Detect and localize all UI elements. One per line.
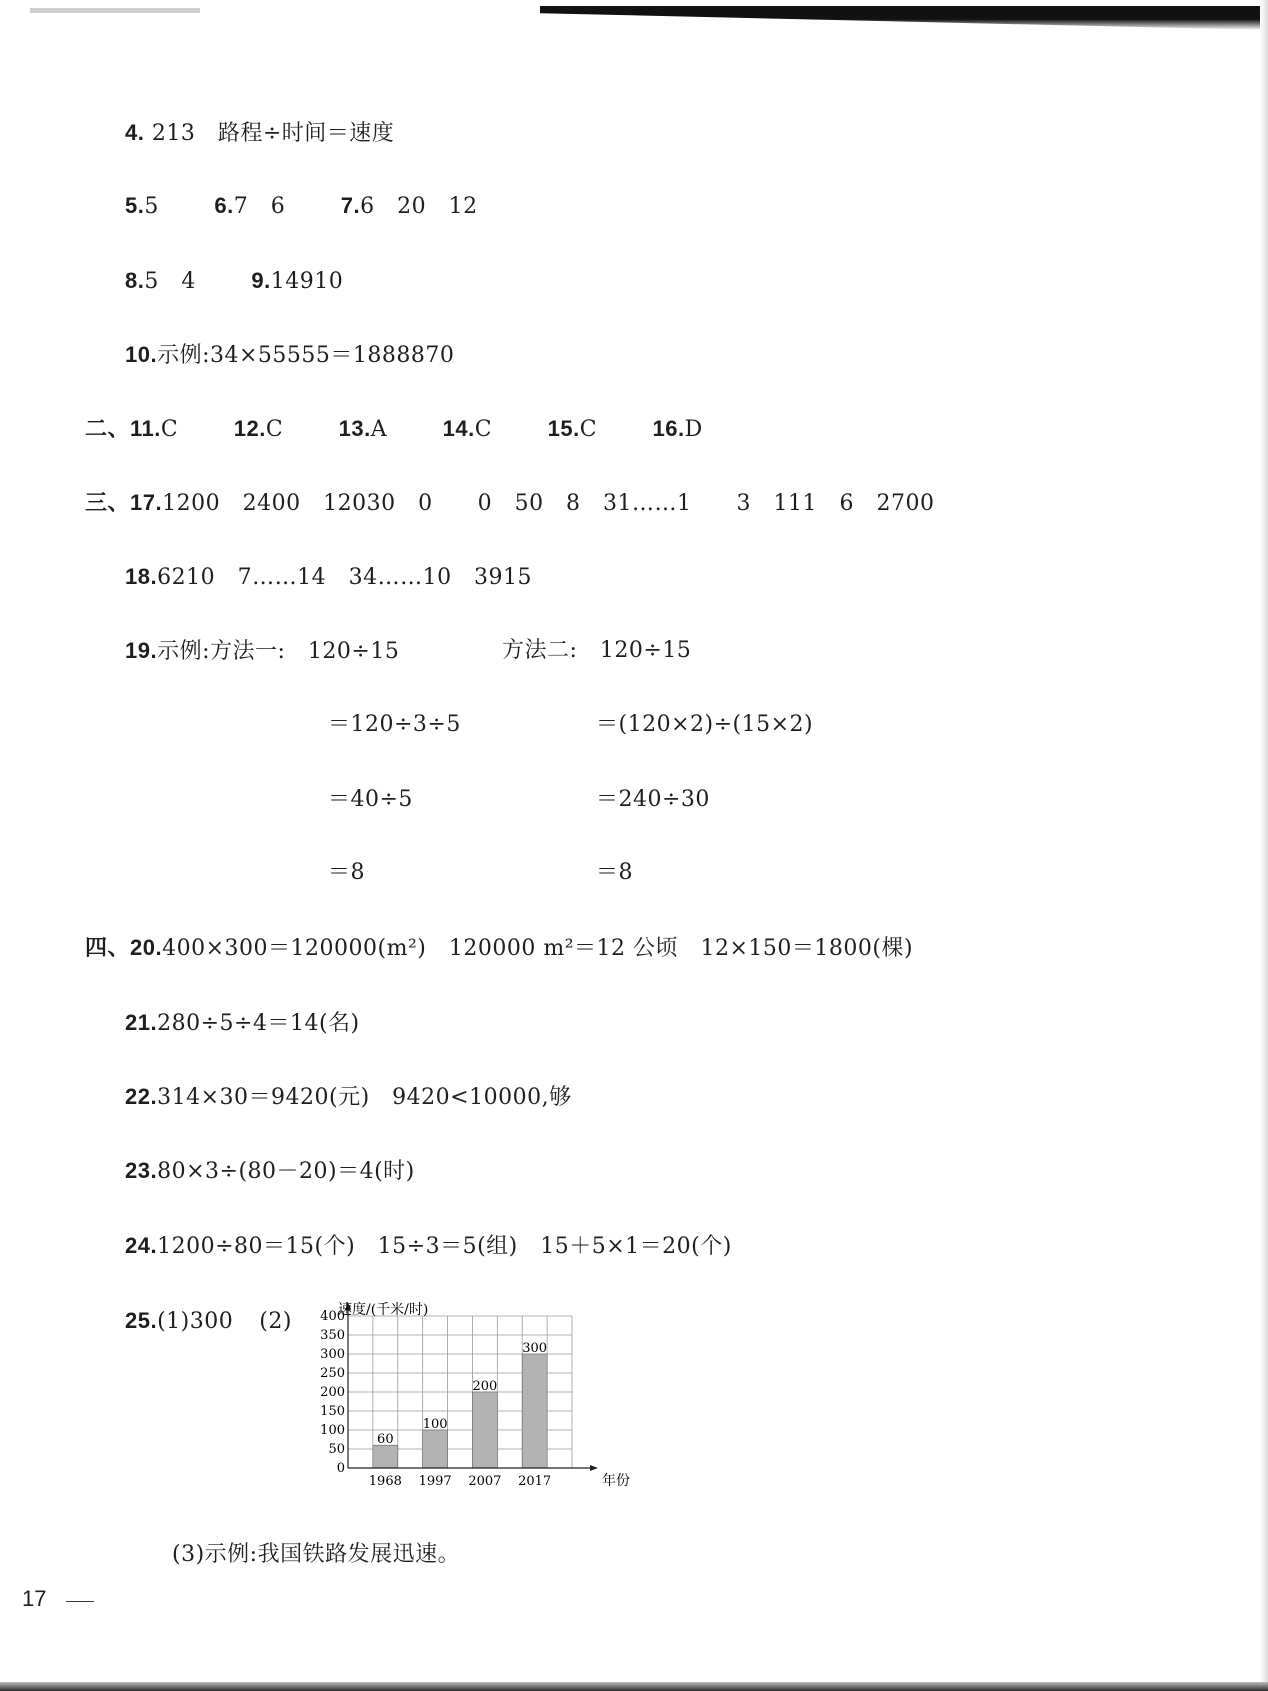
answer-text: A: [370, 417, 388, 442]
answer-25-part-3: (3)示例:我国铁路发展迅速。: [172, 1542, 461, 1567]
answer-4: [125, 118, 394, 149]
answer-19-header: [125, 636, 399, 667]
bar-value-label: 300: [522, 1341, 548, 1356]
question-number: 13.: [338, 416, 371, 441]
method-two-text: 方法二: 120÷15: [502, 638, 692, 663]
answer-20: [85, 933, 913, 964]
x-axis-title: 年份: [602, 1473, 630, 1489]
method-two-step-1: ＝(120×2)÷(15×2): [596, 712, 814, 737]
x-axis-arrow: [590, 1465, 598, 1471]
answer-text: 7 6: [233, 194, 286, 219]
bar-value-label: 60: [377, 1432, 394, 1448]
answer-part-2-label: (2): [259, 1309, 292, 1334]
scan-shadow-top: [540, 6, 1268, 30]
answer-row-5-7: [125, 191, 478, 222]
answer-text: D: [684, 417, 703, 442]
x-tick-label: 1997: [418, 1474, 452, 1489]
y-axis-title: 速度/(千米/时): [338, 1302, 429, 1318]
y-tick-label: 350: [320, 1328, 345, 1343]
answer-24: [125, 1231, 732, 1262]
bar-1997: [423, 1430, 448, 1468]
method-two-step-2: ＝240÷30: [596, 787, 710, 812]
answer-23: [125, 1156, 415, 1187]
x-tick-label: 2007: [468, 1474, 502, 1489]
question-number: 20.: [130, 935, 163, 960]
y-tick-label: 50: [328, 1442, 345, 1457]
answer-row-8-9: [125, 266, 343, 297]
page-number-dash: [66, 1601, 94, 1602]
question-number: 15.: [547, 416, 580, 441]
question-number: 17.: [130, 490, 163, 515]
bar-1968: [373, 1445, 398, 1468]
answer-text: 6 20 12: [360, 194, 478, 219]
answer-22: [125, 1082, 572, 1113]
method-one-step-1: ＝120÷3÷5: [328, 712, 461, 737]
section-2-answers: [85, 414, 703, 445]
answer-25: [125, 1306, 292, 1337]
answer-text: C: [474, 417, 493, 442]
answer-text: 5: [144, 194, 159, 219]
scan-edge-bottom: [0, 1682, 1268, 1691]
section-label: 二、: [85, 417, 131, 442]
scan-edge-top-left: [30, 8, 200, 13]
question-number: 19.: [125, 638, 158, 663]
question-number: 18.: [125, 564, 158, 589]
y-tick-label: 300: [320, 1347, 345, 1362]
answer-text: C: [265, 417, 284, 442]
question-number: 5.: [125, 193, 145, 218]
question-number: 7.: [340, 193, 361, 218]
question-number: 9.: [251, 268, 271, 293]
question-number: 14.: [442, 416, 475, 441]
y-tick-label: 100: [320, 1423, 345, 1438]
answer-text: C: [579, 417, 598, 442]
question-number: 8.: [125, 268, 145, 293]
method-one-step-2: ＝40÷5: [328, 787, 413, 812]
answer-17: [85, 488, 935, 519]
answer-text: 1200 2400 12030 0 0 50 8 31……1 3 111 6 2700: [162, 491, 935, 516]
section-label: 四、: [85, 936, 131, 961]
x-tick-label: 1968: [368, 1474, 402, 1489]
answer-text: C: [160, 417, 179, 442]
y-tick-label: 200: [320, 1385, 345, 1400]
section-label: 三、: [85, 491, 131, 516]
question-number: 10.: [125, 342, 158, 367]
answer-text: 280÷5÷4＝14(名): [157, 1011, 360, 1036]
y-tick-label: 250: [320, 1366, 345, 1381]
answer-18: [125, 562, 532, 593]
answer-text: 5 4: [144, 269, 196, 294]
method-two-step-3: ＝8: [596, 860, 633, 885]
answer-text: 213 路程÷时间＝速度: [151, 121, 395, 146]
question-number: 24.: [125, 1233, 158, 1258]
question-number: 12.: [233, 416, 266, 441]
answer-text: 314×30＝9420(元) 9420<10000,够: [157, 1085, 572, 1110]
method-one-text: 示例:方法一: 120÷15: [157, 639, 400, 664]
bar-2007: [472, 1392, 497, 1468]
scan-edge-right: [1260, 0, 1268, 1691]
question-number: 23.: [125, 1158, 158, 1183]
y-tick-label: 0: [336, 1461, 345, 1476]
question-number: 4.: [125, 120, 145, 145]
question-number: 21.: [125, 1010, 158, 1035]
bar-value-label: 100: [422, 1417, 448, 1432]
answer-text: 1200÷80＝15(个) 15÷3＝5(组) 15＋5×1＝20(个): [157, 1234, 732, 1259]
bar-2017: [522, 1354, 547, 1468]
question-number: 11.: [130, 416, 161, 441]
answer-text: 示例:34×55555＝1888870: [157, 343, 455, 368]
y-tick-label: 400: [320, 1309, 345, 1324]
x-tick-label: 2017: [518, 1474, 552, 1489]
answer-text: 6210 7……14 34……10 3915: [157, 565, 533, 590]
question-number: 16.: [652, 416, 685, 441]
answer-19-method-two: [502, 636, 691, 666]
answer-part-1: (1)300: [157, 1309, 234, 1334]
answer-text: 14910: [270, 269, 344, 294]
answer-text: 400×300＝120000(m²) 120000 m²＝12 公顷 12×150＝1800(棵): [162, 936, 914, 961]
question-number: 22.: [125, 1084, 158, 1109]
answer-10: [125, 340, 454, 371]
y-tick-label: 150: [320, 1404, 345, 1419]
question-number: 25.: [125, 1308, 158, 1333]
page-number: 17: [22, 1586, 47, 1611]
bar-value-label: 200: [472, 1379, 498, 1394]
question-number: 6.: [214, 193, 234, 218]
method-one-step-3: ＝8: [328, 860, 365, 885]
answer-21: [125, 1008, 360, 1039]
answer-text: 80×3÷(80－20)＝4(时): [157, 1159, 415, 1184]
speed-bar-chart: [300, 1300, 660, 1510]
